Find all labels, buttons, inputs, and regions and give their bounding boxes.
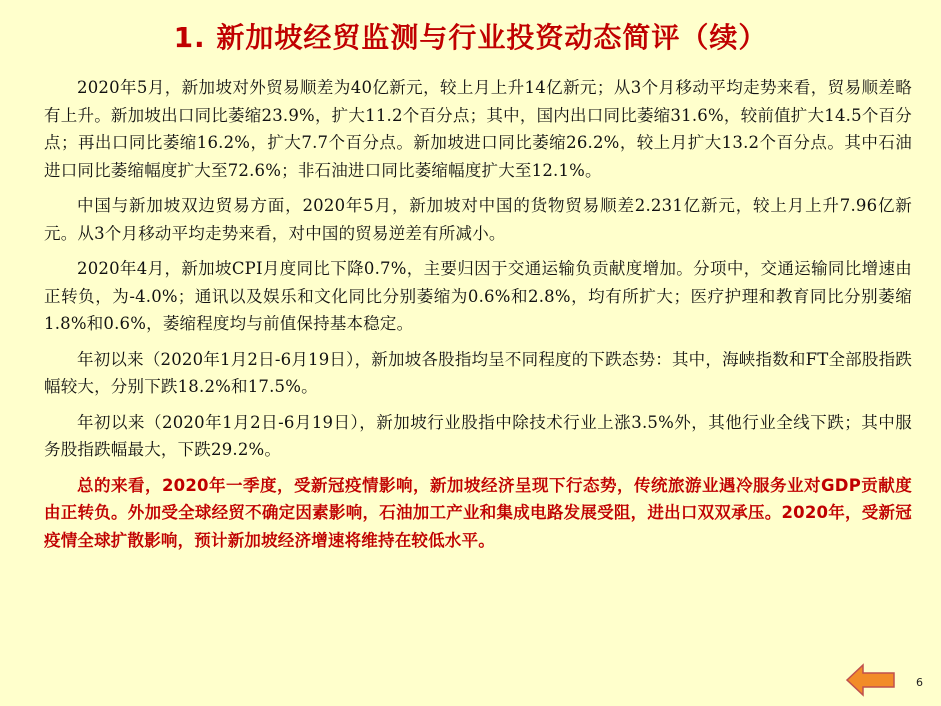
paragraph-sector-index: 年初以来（2020年1月2日-6月19日），新加坡行业股指中除技术行业上涨3.5%外，其他行业全线下跌；其中服务股指跌幅最大，下跌29.2%。 xyxy=(44,412,912,459)
paragraph-cpi: 2020年4月，新加坡CPI月度同比下降0.7%，主要归因于交通运输负贡献度增加。分项中，交通运输同比增速由正转负，为-4.0%；通讯以及娱乐和文化同比分别萎缩为0.6%和2.8%，均有所扩大；医疗护理和教育同比分别萎缩1.8%和0.6%，萎缩程度均与前值保持基本稳定。 xyxy=(44,259,912,333)
paragraph-china-trade: 中国与新加坡双边贸易方面，2020年5月，新加坡对中国的货物贸易顺差2.231亿新元，较上月上升7.96亿新元。从3个月移动平均走势来看，对中国的贸易逆差有所减小。 xyxy=(44,196,912,243)
left-arrow-shape xyxy=(846,663,896,697)
slide-title: 1. 新加坡经贸监测与行业投资动态简评（续） xyxy=(173,21,768,54)
paragraph-summary: 总的来看，2020年一季度，受新冠疫情影响，新加坡经济呈现下行态势，传统旅游业遇冷服务业对GDP贡献度由正转负。外加受全球经贸不确定因素影响，石油加工产业和集成电路发展受阻，进出口双双承压。2020年，受新冠疫情全球扩散影响，预计新加坡经济增速将维持在较低水平。 xyxy=(44,475,912,550)
left-arrow-icon[interactable] xyxy=(846,663,896,697)
paragraph-trade: 2020年5月，新加坡对外贸易顺差为40亿新元，较上月上升14亿新元；从3个月移动平均走势来看，贸易顺差略有上升。新加坡出口同比萎缩23.9%，扩大11.2个百分点；其中，国内出口同比萎缩31.6%，较前值扩大14.5个百分点；再出口同比萎缩16.2%，扩大7.7个百分点。新加坡进口同比萎缩26.2%，较上月扩大13.2个百分点。其中石油进口同比萎缩幅度扩大至72.6%；非石油进口同比萎缩幅度扩大至12.1%。 xyxy=(44,78,912,180)
slide-body xyxy=(44,74,912,562)
page-number: 6 xyxy=(916,676,923,689)
paragraph-stock-index: 年初以来（2020年1月2日-6月19日），新加坡各股指均呈不同程度的下跌态势：其中，海峡指数和FT全部股指跌幅较大，分别下跌18.2%和17.5%。 xyxy=(44,349,912,396)
